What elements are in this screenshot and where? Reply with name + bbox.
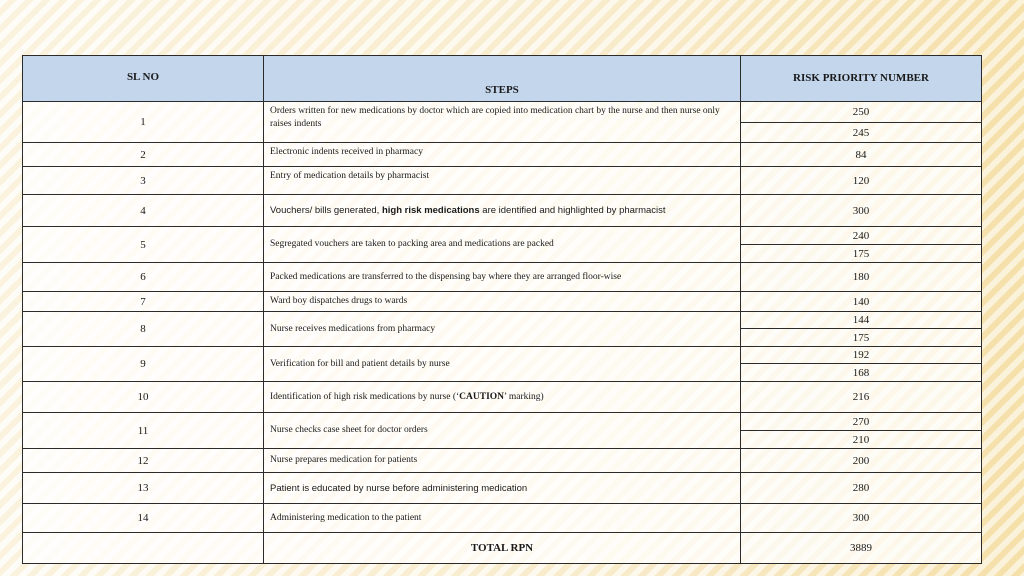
table-row (23, 347, 982, 364)
header-sl-no (23, 56, 264, 102)
rpn-cell: 270 (741, 413, 982, 431)
table-row (23, 312, 982, 329)
step-cell: Segregated vouchers are taken to packing area and medications are packed (264, 227, 741, 263)
step-cell: Nurse receives medications from pharmacy (264, 312, 741, 347)
table-row (23, 102, 982, 123)
sl-cell: 12 (23, 449, 264, 473)
header-steps-label: STEPS (485, 84, 519, 96)
sl-cell: 9 (23, 347, 264, 382)
sl-cell: 6 (23, 263, 264, 292)
total-row (23, 533, 982, 564)
step-text-post: ’ marking) (504, 391, 544, 402)
rpn-cell: 175 (741, 245, 982, 263)
table-row (23, 382, 982, 413)
rpn-cell: 84 (741, 143, 982, 167)
rpn-cell: 140 (741, 292, 982, 312)
step-cell (264, 382, 741, 413)
step-text-bold: CAUTION (459, 391, 505, 402)
step-cell (264, 195, 741, 227)
sl-cell: 13 (23, 473, 264, 504)
step-text-pre: Identification of high risk medications by nurse (‘ (270, 391, 460, 402)
sl-cell: 1 (23, 102, 264, 143)
step-text-pre: Vouchers/ bills generated, (270, 205, 382, 216)
rpn-table (22, 55, 982, 564)
step-cell: Electronic indents received in pharmacy (264, 143, 741, 167)
rpn-cell: 192 (741, 347, 982, 364)
step-text-bold: high risk medications (381, 205, 480, 216)
header-steps (264, 56, 741, 102)
rpn-cell: 210 (741, 431, 982, 449)
rpn-cell: 250 (741, 102, 982, 123)
table-row (23, 227, 982, 245)
header-rpn (741, 56, 982, 102)
sl-cell: 7 (23, 292, 264, 312)
rpn-cell: 168 (741, 364, 982, 382)
table-row (23, 292, 982, 312)
table-row (23, 143, 982, 167)
table-row (23, 504, 982, 533)
sl-cell: 8 (23, 312, 264, 347)
step-cell: Packed medications are transferred to the dispensing bay where they are arranged floor-wise (264, 263, 741, 292)
total-empty-cell (23, 533, 264, 564)
sl-cell: 2 (23, 143, 264, 167)
rpn-cell: 300 (741, 195, 982, 227)
step-cell: Administering medication to the patient (264, 504, 741, 533)
step-text-post: are identified and highlighted by pharmacist (479, 205, 666, 216)
rpn-cell: 240 (741, 227, 982, 245)
rpn-cell: 175 (741, 329, 982, 347)
total-value: 3889 (741, 533, 982, 564)
step-cell: Nurse prepares medication for patients (264, 449, 741, 473)
sl-cell: 14 (23, 504, 264, 533)
rpn-cell: 200 (741, 449, 982, 473)
header-rpn-label: RISK PRIORITY NUMBER (793, 71, 929, 84)
step-cell: Orders written for new medications by doctor which are copied into medication chart by the nurse and then nurse only raises indents (264, 102, 741, 143)
step-cell: Ward boy dispatches drugs to wards (264, 292, 741, 312)
table-row (23, 195, 982, 227)
header-sl-no-label: SL NO (126, 70, 160, 83)
rpn-cell: 144 (741, 312, 982, 329)
rpn-cell: 245 (741, 123, 982, 143)
total-label: TOTAL RPN (264, 533, 741, 564)
sl-cell: 5 (23, 227, 264, 263)
sl-cell: 3 (23, 167, 264, 195)
sl-cell: 4 (23, 195, 264, 227)
table-row (23, 413, 982, 431)
rpn-cell: 280 (741, 473, 982, 504)
sl-cell: 10 (23, 382, 264, 413)
table-row (23, 473, 982, 504)
rpn-cell: 180 (741, 263, 982, 292)
rpn-cell: 300 (741, 504, 982, 533)
step-cell: Verification for bill and patient details by nurse (264, 347, 741, 382)
header-row (23, 56, 982, 102)
step-cell: Entry of medication details by pharmacist (264, 167, 741, 195)
table-row (23, 263, 982, 292)
sl-cell: 11 (23, 413, 264, 449)
rpn-cell: 120 (741, 167, 982, 195)
step-cell: Patient is educated by nurse before administering medication (264, 473, 741, 504)
step-cell: Nurse checks case sheet for doctor orders (264, 413, 741, 449)
rpn-cell: 216 (741, 382, 982, 413)
table-row (23, 167, 982, 195)
table-row (23, 449, 982, 473)
